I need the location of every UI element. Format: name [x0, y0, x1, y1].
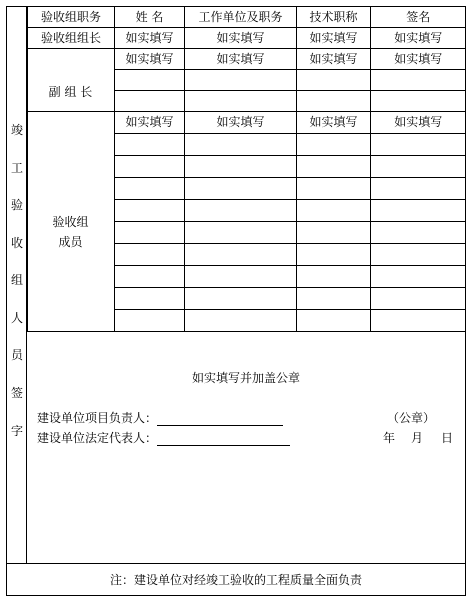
members-label-line1: 验收组 [52, 215, 89, 229]
vertical-char: 验 [10, 198, 23, 212]
legal-rep-line [37, 429, 290, 446]
deputy-title-cell[interactable]: 如实填写 [297, 48, 371, 69]
empty-cell[interactable] [371, 177, 466, 199]
empty-cell[interactable] [115, 155, 185, 177]
project-leader-line [37, 409, 283, 426]
members-table [27, 7, 466, 332]
empty-cell[interactable] [297, 287, 371, 309]
empty-cell[interactable] [185, 155, 297, 177]
member-title-cell[interactable]: 如实填写 [297, 111, 371, 133]
legal-rep-signature-field[interactable] [157, 433, 290, 446]
member-unit-cell[interactable]: 如实填写 [185, 111, 297, 133]
empty-cell[interactable] [185, 221, 297, 243]
empty-cell[interactable] [115, 133, 185, 155]
official-seal-note: （公章） [387, 411, 436, 425]
acceptance-signature-form [6, 6, 466, 596]
deputy-label: 副 组 长 [48, 85, 93, 99]
leader-label: 验收组组长 [28, 27, 115, 48]
empty-cell[interactable] [297, 221, 371, 243]
empty-cell[interactable] [371, 155, 466, 177]
empty-cell[interactable] [185, 287, 297, 309]
header-unit: 工作单位及职务 [185, 7, 297, 27]
date-year: 年 [383, 431, 396, 445]
header-name: 姓 名 [115, 7, 185, 27]
leader-name-cell[interactable]: 如实填写 [115, 27, 185, 48]
leader-title-cell[interactable]: 如实填写 [297, 27, 371, 48]
empty-cell[interactable] [115, 90, 185, 111]
empty-cell[interactable] [115, 177, 185, 199]
seal-title: 如实填写并加盖公章 [191, 371, 300, 385]
empty-cell[interactable] [297, 243, 371, 265]
empty-cell[interactable] [185, 243, 297, 265]
footer-note: 注：建设单位对经竣工验收的工程质量全面负责 [7, 563, 465, 596]
empty-cell[interactable] [185, 309, 297, 331]
deputy-sign-cell[interactable]: 如实填写 [371, 48, 466, 69]
empty-cell[interactable] [185, 133, 297, 155]
member-name-cell[interactable]: 如实填写 [115, 111, 185, 133]
empty-cell[interactable] [115, 265, 185, 287]
empty-cell[interactable] [115, 243, 185, 265]
date-day: 日 [441, 431, 454, 445]
leader-row [28, 27, 466, 48]
empty-cell[interactable] [297, 265, 371, 287]
member-row [28, 111, 466, 133]
empty-cell[interactable] [297, 177, 371, 199]
vertical-char: 字 [10, 424, 23, 438]
vertical-char: 组 [10, 273, 23, 287]
empty-cell[interactable] [371, 221, 466, 243]
deputy-row [28, 48, 466, 69]
empty-cell[interactable] [297, 69, 371, 90]
empty-cell[interactable] [297, 309, 371, 331]
vertical-title-column [7, 7, 27, 563]
empty-cell[interactable] [185, 265, 297, 287]
deputy-unit-cell[interactable]: 如实填写 [185, 48, 297, 69]
vertical-char: 工 [10, 161, 23, 175]
empty-cell[interactable] [115, 221, 185, 243]
empty-cell[interactable] [297, 155, 371, 177]
vertical-char: 收 [10, 236, 23, 250]
empty-cell[interactable] [297, 90, 371, 111]
vertical-char: 人 [10, 311, 23, 325]
project-leader-label: 建设单位项目负责人： [37, 411, 158, 425]
empty-cell[interactable] [371, 309, 466, 331]
empty-cell[interactable] [115, 287, 185, 309]
empty-cell[interactable] [371, 90, 466, 111]
empty-cell[interactable] [115, 69, 185, 90]
empty-cell[interactable] [371, 265, 466, 287]
empty-cell[interactable] [371, 69, 466, 90]
empty-cell[interactable] [185, 69, 297, 90]
empty-cell[interactable] [115, 199, 185, 221]
empty-cell[interactable] [297, 133, 371, 155]
header-title: 技术职称 [297, 7, 371, 27]
empty-cell[interactable] [185, 199, 297, 221]
member-sign-cell[interactable]: 如实填写 [371, 111, 466, 133]
empty-cell[interactable] [297, 199, 371, 221]
members-label-line2: 成员 [58, 235, 83, 249]
project-leader-signature-field[interactable] [157, 413, 283, 426]
header-sign: 签名 [371, 7, 466, 27]
empty-cell[interactable] [371, 243, 466, 265]
vertical-char: 员 [10, 348, 23, 362]
seal-section [27, 343, 465, 563]
deputy-label-cell [28, 48, 115, 111]
empty-cell[interactable] [185, 177, 297, 199]
empty-cell[interactable] [371, 199, 466, 221]
legal-rep-label: 建设单位法定代表人： [37, 431, 158, 445]
header-role: 验收组职务 [28, 7, 115, 27]
vertical-char: 竣 [10, 123, 23, 137]
deputy-name-cell[interactable]: 如实填写 [115, 48, 185, 69]
empty-cell[interactable] [371, 287, 466, 309]
empty-cell[interactable] [115, 309, 185, 331]
vertical-char: 签 [10, 386, 23, 400]
date-month: 月 [411, 431, 424, 445]
empty-cell[interactable] [371, 133, 466, 155]
header-row [28, 7, 466, 27]
leader-sign-cell[interactable]: 如实填写 [371, 27, 466, 48]
leader-unit-cell[interactable]: 如实填写 [185, 27, 297, 48]
empty-cell[interactable] [185, 90, 297, 111]
